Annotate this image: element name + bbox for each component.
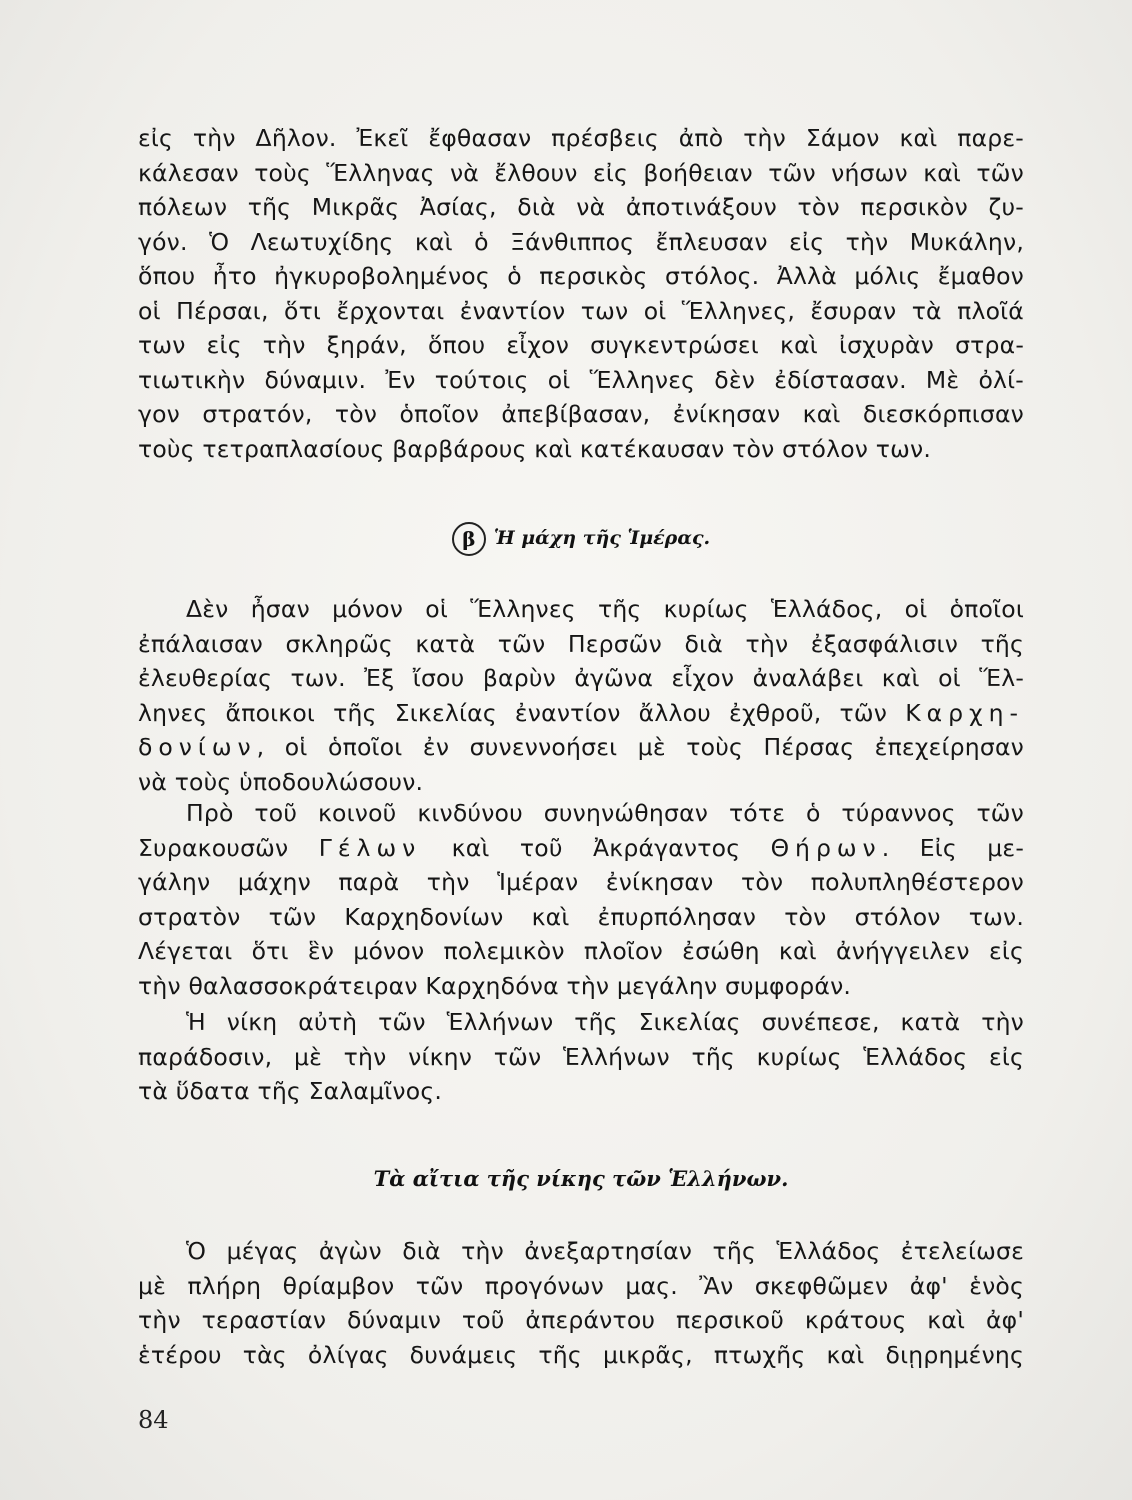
text-line: τὴν θαλασσοκράτειραν Καρχηδόνα τὴν μεγάλην συμφοράν. — [138, 971, 852, 1000]
text-line: Ὁ μέγας ἀγὼν διὰ τὴν ἀνεξαρτησίαν τῆς Ἑλλάδος ἐτελείωσε — [186, 1237, 1024, 1265]
spaced-name: Γέλων — [318, 833, 422, 862]
paragraph-mykale — [138, 121, 1024, 466]
text-line: οἱ Πέρσαι, ὅτι ἔρχονται ἐναντίον των οἱ Ἕλληνες, ἔσυραν τὰ πλοῖά — [138, 296, 1024, 325]
text-line: Δὲν ἦσαν μόνον οἱ Ἕλληνες τῆς κυρίως Ἑλλάδος, οἱ ὁποῖοι — [186, 595, 1024, 623]
section-marker: β — [452, 522, 486, 556]
text-line: γόν. Ὁ Λεωτυχίδης καὶ ὁ Ξάνθιππος ἔπλευσαν εἰς τὴν Μυκάλην, — [138, 227, 1024, 256]
text-line: ὅπου ἦτο ἠγκυροβολημένος ὁ περσικὸς στόλος. Ἀλλὰ μόλις ἔμαθον — [138, 262, 1024, 290]
text-line: Λέγεται ὅτι ἓν μόνον πολεμικὸν πλοῖον ἐσώθη καὶ ἀνήγγειλεν εἰς — [138, 937, 1024, 965]
text-line: Ἡ νίκη αὐτὴ τῶν Ἑλλήνων τῆς Σικελίας συνέπεσε, κατὰ τὴν — [186, 1008, 1024, 1036]
text-line: των εἰς τὴν ξηράν, ὅπου εἶχον συγκεντρώσει καὶ ἰσχυρὰν στρα- — [138, 331, 1024, 359]
text-line: τοὺς τετραπλασίους βαρβάρους καὶ κατέκαυσαν τὸν στόλον των. — [138, 434, 931, 463]
text-line: δονίων, οἱ ὁποῖοι ἐν συνεννοήσει μὲ τοὺς Πέρσας ἐπεχείρησαν — [138, 733, 1024, 761]
text-line: εἰς τὴν Δῆλον. Ἐκεῖ ἔφθασαν πρέσβεις ἀπὸ τὴν Σάμον καὶ παρε- — [138, 124, 1024, 152]
paragraph-causes — [138, 1234, 1024, 1372]
section-heading-himera — [138, 522, 1024, 556]
paragraph-salamis — [138, 1005, 1024, 1109]
paragraph-himera-intro — [138, 592, 1024, 799]
text-line: νὰ τοὺς ὑποδουλώσουν. — [138, 767, 424, 796]
text-line: παράδοσιν, μὲ τὴν νίκην τῶν Ἑλλήνων τῆς κυρίως Ἑλλάδος εἰς — [138, 1042, 1024, 1071]
text-line: στρατὸν τῶν Καρχηδονίων καὶ ἐπυρπόλησαν τὸν στόλον των. — [138, 902, 1024, 931]
section-heading-causes: Τὰ αἴτια τῆς νίκης τῶν Ἑλλήνων. — [373, 1166, 789, 1191]
text-line: τὴν τεραστίαν δύναμιν τοῦ ἀπεράντου περσικοῦ κράτους καὶ ἀφ' — [138, 1306, 1024, 1334]
text-line: ἐπάλαισαν σκληρῶς κατὰ τῶν Περσῶν διὰ τὴν ἐξασφάλισιν τῆς — [138, 629, 1024, 658]
text-line: γάλην μάχην παρὰ τὴν Ἱμέραν ἐνίκησαν τὸν πολυπληθέστερον — [138, 868, 1024, 896]
spaced-name: δονίων — [138, 733, 257, 761]
paragraph-gelon-theron — [138, 796, 1024, 1003]
text-line: τιωτικὴν δύναμιν. Ἐν τούτοις οἱ Ἕλληνες δὲν ἐδίστασαν. Μὲ ὀλί- — [138, 365, 1024, 394]
text-line: τὰ ὕδατα τῆς Σαλαμῖνος. — [138, 1077, 442, 1105]
text-line: ἐλευθερίας των. Ἐξ ἴσου βαρὺν ἀγῶνα εἶχον ἀναλάβει καὶ οἱ Ἕλ- — [138, 664, 1024, 692]
text-line: μὲ πλήρη θρίαμβον τῶν προγόνων μας. Ἂν σκεφθῶμεν ἀφ' ἑνὸς — [138, 1271, 1024, 1300]
section-heading-text: Ἡ μάχη τῆς Ἱμέρας. — [493, 527, 711, 549]
text-line: ἑτέρου τὰς ὀλίγας δυνάμεις τῆς μικρᾶς, πτωχῆς καὶ διῃρημένης — [138, 1340, 1024, 1369]
spaced-name: Θήρων — [770, 833, 882, 862]
page-number: 84 — [138, 1406, 169, 1434]
text-line: πόλεων τῆς Μικρᾶς Ἀσίας, διὰ νὰ ἀποτινάξουν τὸν περσικὸν ζυ- — [138, 193, 1024, 221]
text-line: Πρὸ τοῦ κοινοῦ κινδύνου συνηνώθησαν τότε ὁ τύραννος τῶν — [186, 799, 1024, 827]
text-line: γον στρατόν, τὸν ὁποῖον ἀπεβίβασαν, ἐνίκησαν καὶ διεσκόρπισαν — [138, 400, 1024, 428]
text-line: κάλεσαν τοὺς Ἕλληνας νὰ ἔλθουν εἰς βοήθειαν τῶν νήσων καὶ τῶν — [138, 158, 1024, 187]
text-line: Συρακουσῶν Γέλων καὶ τοῦ Ἀκράγαντος Θήρων. Εἰς με- — [138, 833, 1025, 862]
spaced-name: Καρχη- — [905, 698, 1025, 727]
text-line: ληνες ἄποικοι τῆς Σικελίας ἐναντίον ἄλλου ἐχθροῦ, τῶν Καρχη- — [138, 698, 1025, 727]
